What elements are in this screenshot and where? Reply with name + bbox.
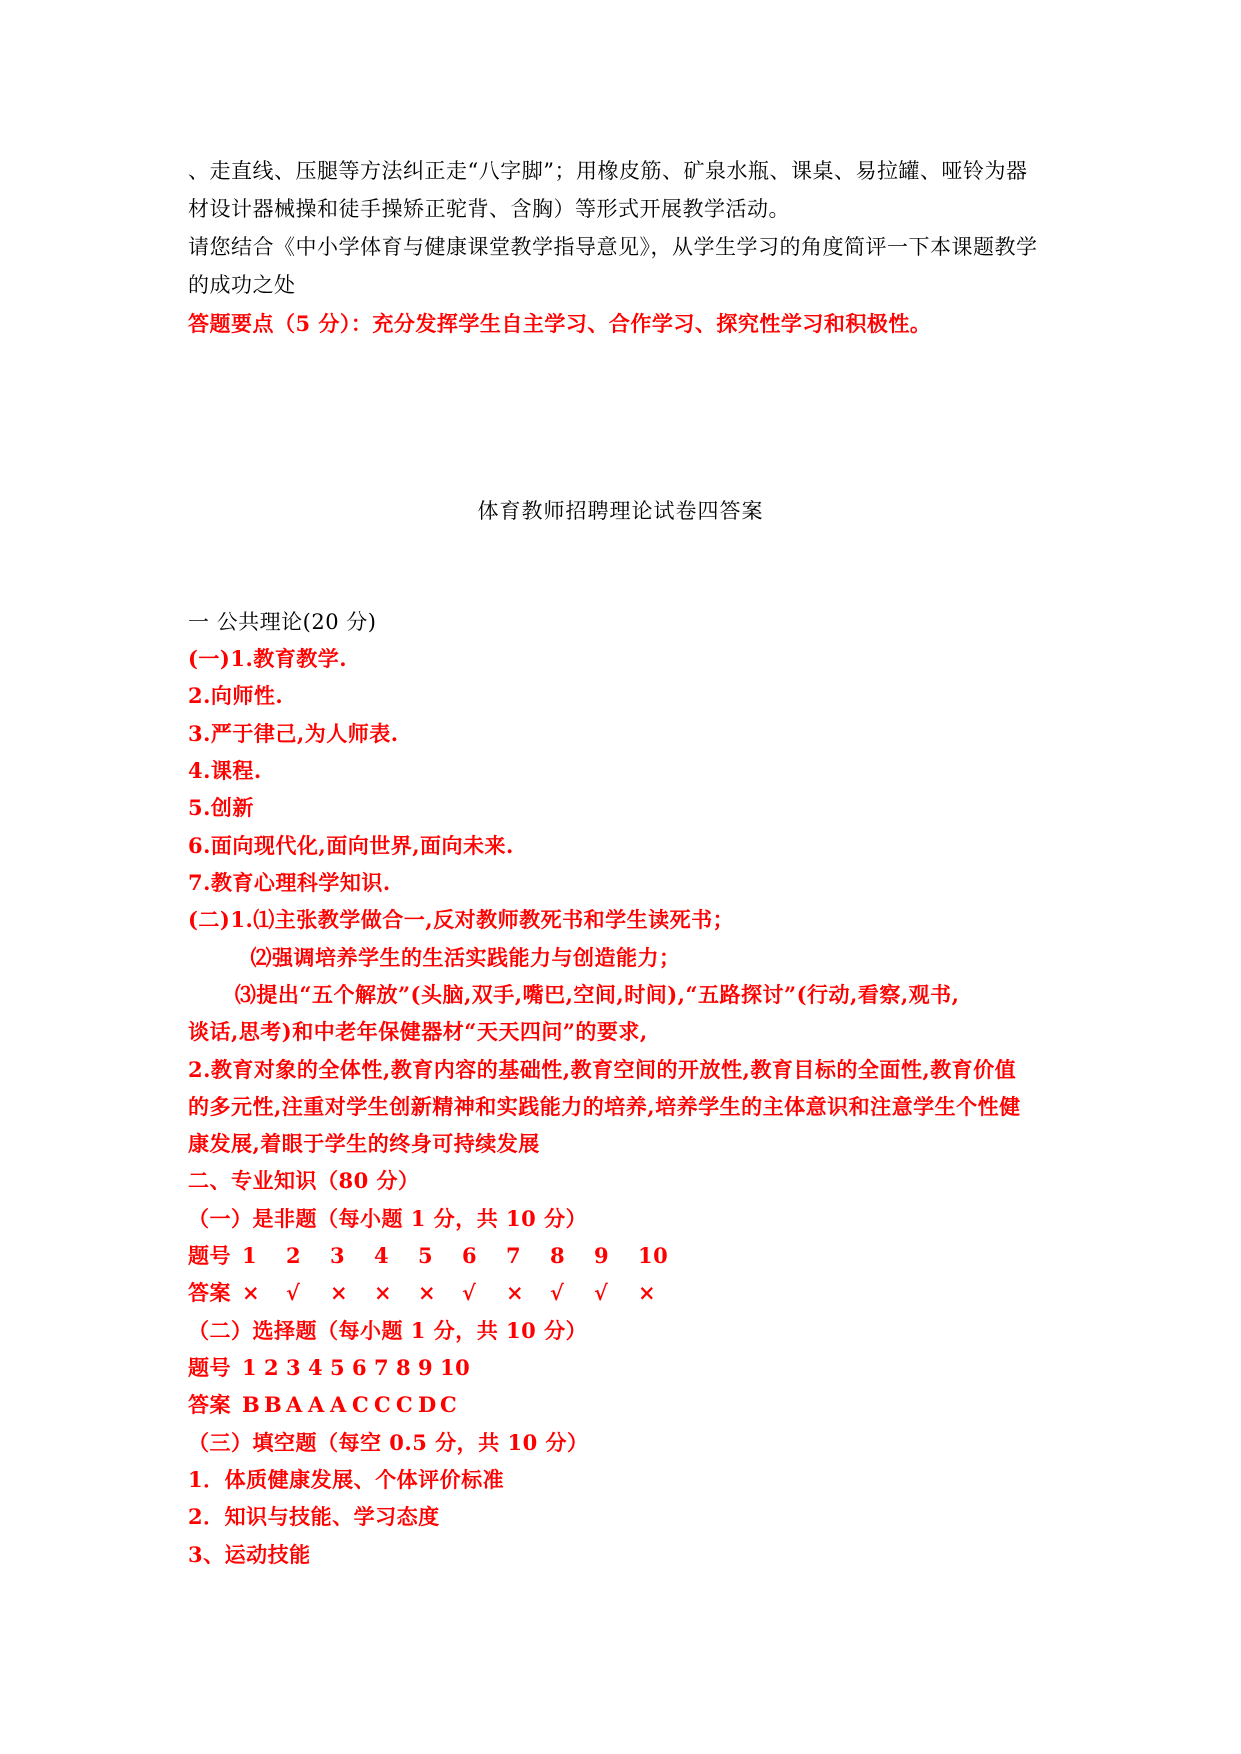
- intro-line-4: 的成功之处: [188, 273, 296, 297]
- part1-item-5: 5.创新: [188, 795, 254, 820]
- mc-answer-cell: B: [264, 1392, 283, 1417]
- tf-number-label: 题号: [188, 1243, 231, 1268]
- tf-answer-cell: ×: [374, 1280, 393, 1305]
- intro-line-2: 材设计器械操和徒手操矫正驼背、含胸）等形式开展教学活动。: [188, 197, 790, 221]
- mc-answer-cell: D: [418, 1392, 437, 1417]
- document-title: 体育教师招聘理论试卷四答案: [477, 499, 764, 523]
- tf-number-cell: 8: [550, 1243, 566, 1268]
- tf-answer-cell: ×: [638, 1280, 657, 1305]
- part1-item-9: ⑵强调培养学生的生活实践能力与创造能力；: [188, 945, 681, 970]
- mc-number-cell: 3: [286, 1355, 302, 1380]
- tf-number-cell: 6: [462, 1243, 478, 1268]
- tf-answer-cell: √: [462, 1280, 477, 1305]
- answer-key-point: 答题要点（5 分）：充分发挥学生自主学习、合作学习、探究性学习和积极性。: [188, 311, 932, 336]
- tf-answer-cell: ×: [330, 1280, 349, 1305]
- mc-answer-cell: A: [330, 1392, 347, 1417]
- part1-item-13: 的多元性,注重对学生创新精神和实践能力的培养,培养学生的主体意识和注意学生个性健: [188, 1094, 1021, 1119]
- tf-answer-cell: √: [286, 1280, 301, 1305]
- mc-number-cell: 6: [352, 1355, 368, 1380]
- tf-heading: （一）是非题（每小题 1 分，共 10 分）: [188, 1206, 588, 1231]
- mc-number-cell: 5: [330, 1355, 346, 1380]
- part1-item-10: ⑶提出“五个解放”(头脑,双手,嘴巴,空间,时间),“五路探讨”(行动,看察,观书,: [188, 982, 960, 1007]
- mc-number-cell: 2: [264, 1355, 280, 1380]
- tf-answer-cell: ×: [506, 1280, 525, 1305]
- mc-number-cell: 9: [418, 1355, 434, 1380]
- tf-number-cell: 5: [418, 1243, 434, 1268]
- tf-answer-label: 答案: [188, 1280, 231, 1305]
- mc-answer-cell: C: [396, 1392, 414, 1417]
- mc-answer-cells: [242, 1391, 462, 1419]
- part1-item-7: 7.教育心理科学知识.: [188, 870, 391, 895]
- part1-item-11: 谈话,思考)和中老年保健器材“天天四问”的要求,: [188, 1019, 648, 1044]
- mc-answer-cell: A: [286, 1392, 303, 1417]
- mc-answer-cell: C: [374, 1392, 392, 1417]
- mc-number-label: 题号: [188, 1355, 231, 1380]
- tf-number-cell: 3: [330, 1243, 346, 1268]
- tf-number-cell: 2: [286, 1243, 302, 1268]
- tf-answer-cell: ×: [242, 1280, 261, 1305]
- tf-number-cell: 10: [638, 1243, 669, 1268]
- mc-number-cell: 10: [440, 1355, 471, 1380]
- tf-number-cell: 4: [374, 1243, 390, 1268]
- mc-number-cell: 4: [308, 1355, 324, 1380]
- mc-answer-cell: B: [242, 1392, 261, 1417]
- mc-answer-cell: A: [308, 1392, 325, 1417]
- tf-answer-cells: [242, 1279, 682, 1307]
- part1-item-4: 4.课程.: [188, 758, 262, 783]
- part1-item-2: 2.向师性.: [188, 683, 284, 708]
- part1-item-3: 3.严于律己,为人师表.: [188, 721, 399, 746]
- part2-heading: 二、专业知识（80 分）: [188, 1168, 420, 1193]
- mc-number-cells: [242, 1354, 471, 1382]
- tf-number-row: [188, 1242, 682, 1270]
- mc-answer-cell: C: [352, 1392, 370, 1417]
- tf-number-cells: [242, 1242, 682, 1270]
- fill-item-3: 3、运动技能: [188, 1542, 311, 1567]
- tf-answer-row: [188, 1279, 682, 1307]
- part1-item-14: 康发展,着眼于学生的终身可持续发展: [188, 1131, 540, 1156]
- tf-number-cell: 9: [594, 1243, 610, 1268]
- mc-answer-row: [188, 1391, 462, 1419]
- tf-answer-cell: √: [594, 1280, 609, 1305]
- mc-number-cell: 7: [374, 1355, 390, 1380]
- intro-line-1: 、走直线、压腿等方法纠正走“八字脚”；用橡皮筋、矿泉水瓶、课桌、易拉罐、哑铃为器: [188, 159, 1028, 183]
- tf-number-cell: 7: [506, 1243, 522, 1268]
- part1-item-1: (一)1.教育教学.: [188, 646, 348, 671]
- mc-heading: （二）选择题（每小题 1 分，共 10 分）: [188, 1318, 588, 1343]
- intro-line-3: 请您结合《中小学体育与健康课堂教学指导意见》，从学生学习的角度简评一下本课题教学: [188, 235, 1038, 259]
- mc-answer-label: 答案: [188, 1392, 231, 1417]
- part1-item-12: 2.教育对象的全体性,教育内容的基础性,教育空间的开放性,教育目标的全面性,教育价值: [188, 1057, 1017, 1082]
- mc-number-row: [188, 1354, 471, 1382]
- tf-number-cell: 1: [242, 1243, 258, 1268]
- fill-item-2: 2．知识与技能、学习态度: [188, 1504, 440, 1529]
- tf-answer-cell: √: [550, 1280, 565, 1305]
- fill-heading: （三）填空题（每空 0.5 分，共 10 分）: [188, 1430, 589, 1455]
- part1-item-8: (二)1.⑴主张教学做合一,反对教师教死书和学生读死书；: [188, 907, 735, 932]
- fill-item-1: 1．体质健康发展、个体评价标准: [188, 1467, 505, 1492]
- mc-number-cell: 1: [242, 1355, 258, 1380]
- part1-item-6: 6.面向现代化,面向世界,面向未来.: [188, 833, 514, 858]
- mc-answer-cell: C: [440, 1392, 458, 1417]
- part1-heading: 一 公共理论(20 分): [188, 610, 377, 634]
- tf-answer-cell: ×: [418, 1280, 437, 1305]
- mc-number-cell: 8: [396, 1355, 412, 1380]
